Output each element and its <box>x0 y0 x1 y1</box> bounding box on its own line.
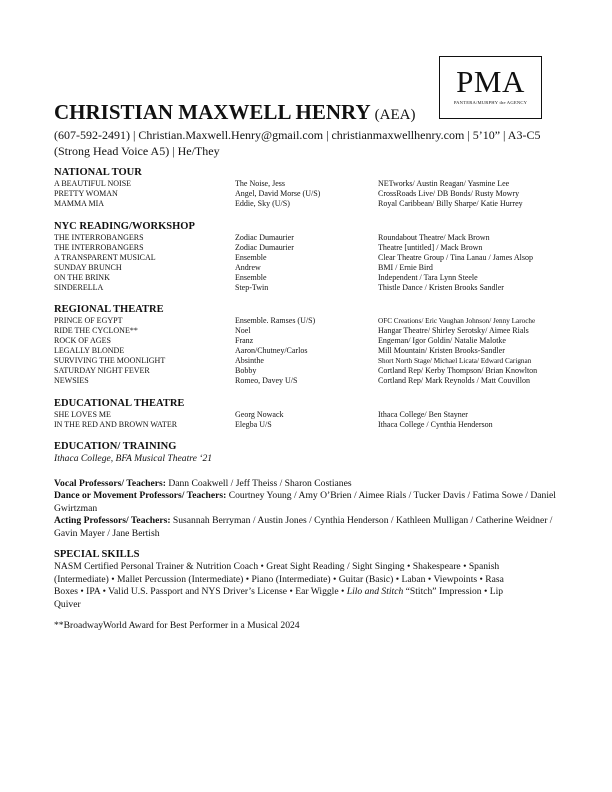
union-affiliation: (AEA) <box>374 107 416 123</box>
credit-role: Step-Twin <box>235 283 269 292</box>
credit-show: SATURDAY NIGHT FEVER <box>54 366 150 375</box>
logo-subtext: PANTERA/MURPHY the AGENCY <box>453 100 528 105</box>
vocal-label: Vocal Professors/ Teachers: <box>54 477 166 489</box>
credit-role: Angel, David Morse (U/S) <box>235 189 321 198</box>
credit-role: Romeo, Davey U/S <box>235 376 298 385</box>
credit-role: Eddie, Sky (U/S) <box>235 199 290 208</box>
credit-show: NEWSIES <box>54 376 89 385</box>
credit-role: Ensemble <box>235 253 267 262</box>
section-educational-theatre <box>54 397 574 430</box>
section-heading: EDUCATION/ TRAINING <box>54 441 177 452</box>
section-heading: NATIONAL TOUR <box>54 167 142 178</box>
credit-row <box>54 366 574 376</box>
skills-text: NASM Certified Personal Trainer & Nutrition Coach • Great Sight Reading / Sight Singing • Shakespeare • Spanish (Intermediate) • Mallet Percussion (Intermediate) • Piano (Intermediate) • Guitar (Basic) • Laban • Viewpoints • Rasa Boxes • IPA • Valid U.S. Passport and NYS Driver’s License • Ear Wiggle • <box>54 561 504 597</box>
credit-role: Ensemble. Ramses (U/S) <box>235 316 316 325</box>
credit-show: MAMMA MIA <box>54 199 105 208</box>
section-education <box>54 440 574 540</box>
acting-label: Acting Professors/ Teachers: <box>54 515 171 526</box>
credit-row <box>54 179 574 189</box>
skills-list <box>54 561 524 611</box>
credit-row <box>54 420 574 430</box>
dance-label: Dance or Movement Professors/ Teachers: <box>54 490 227 501</box>
credit-row <box>54 316 574 326</box>
credit-role: Aaron/Chutney/Carlos <box>235 346 308 355</box>
credit-show: ROCK OF AGES <box>54 336 111 345</box>
section-heading: NYC READING/WORKSHOP <box>54 221 195 232</box>
credit-role: Andrew <box>235 263 261 272</box>
credit-venue: NETworks/ Austin Reagan/ Yasmine Lee <box>378 179 510 188</box>
skills-italic: Lilo and Stitch <box>346 586 404 597</box>
acting-list: Susannah Berryman / Austin Jones / Cynthia Henderson / Kathleen Mulligan / Catherine Weidner / Gavin Mayer / Jane Bertish <box>54 515 553 539</box>
credit-venue: Hangar Theatre/ Shirley Serotsky/ Aimee Rials <box>378 326 529 335</box>
credit-row <box>54 243 574 253</box>
credit-venue: Cortland Rep/ Mark Reynolds / Matt Couvillon <box>378 376 530 385</box>
credit-role: Ensemble <box>235 273 267 282</box>
credit-venue: Royal Caribbean/ Billy Sharpe/ Katie Hurrey <box>378 199 523 208</box>
credit-row <box>54 376 574 386</box>
dance-list: Courtney Young / Amy O’Brien / Aimee Rials / Tucker Davis / Fatima Sowe / Daniel Gwirtzman <box>54 490 556 514</box>
credit-role: Zodiac Dumaurier <box>235 243 294 252</box>
credit-venue: BMI / Ernie Bird <box>378 263 433 272</box>
credit-row <box>54 233 574 243</box>
credit-role: Georg Nowack <box>235 410 284 419</box>
credit-venue: Independent / Tara Lynn Steele <box>378 273 478 282</box>
section-special-skills <box>54 548 524 611</box>
credit-role: The Noise, Jess <box>235 179 285 188</box>
credit-row <box>54 273 574 283</box>
credit-venue: CrossRoads Live/ DB Bonds/ Rusty Mowry <box>378 189 520 198</box>
credit-show: THE INTERROBANGERS <box>54 243 144 252</box>
credit-row <box>54 346 574 356</box>
credit-role: Zodiac Dumaurier <box>235 233 294 242</box>
credit-venue: Mill Mountain/ Kristen Brooks-Sandler <box>378 346 505 355</box>
contact-line-2: (Strong Head Voice A5) | He/They <box>54 144 220 158</box>
credit-row <box>54 326 574 336</box>
credit-show: THE INTERROBANGERS <box>54 233 144 242</box>
credit-role: Elegba U/S <box>235 420 272 429</box>
credit-show: A TRANSPARENT MUSICAL <box>54 253 156 262</box>
credit-show: ON THE BRINK <box>54 273 110 282</box>
contact-line-1: (607-592-2491) | Christian.Maxwell.Henry@gmail.com | christianmaxwellhenry.com | 5’10” | A3-C5 <box>54 128 541 142</box>
section-regional-theatre <box>54 303 574 386</box>
actor-name-line <box>54 100 554 127</box>
credit-row <box>54 189 574 199</box>
credit-row <box>54 283 574 293</box>
award-footnote: **BroadwayWorld Award for Best Performer in a Musical 2024 <box>54 620 300 631</box>
credit-show: PRETTY WOMAN <box>54 189 118 198</box>
credit-row <box>54 253 574 263</box>
credit-row <box>54 410 574 420</box>
actor-name: CHRISTIAN MAXWELL HENRY <box>54 100 371 124</box>
section-national-tour <box>54 166 574 209</box>
logo-text: PMA <box>456 64 525 99</box>
credit-role: Franz <box>235 336 254 345</box>
credit-venue: Clear Theatre Group / Tina Lanau / James Alsop <box>378 253 533 262</box>
credit-show: SURVIVING THE MOONLIGHT <box>54 356 166 365</box>
credit-role: Absinthe <box>235 356 264 365</box>
credit-venue: Theatre [untitled] / Mack Brown <box>378 243 483 252</box>
credit-show: LEGALLY BLONDE <box>54 346 125 355</box>
credit-venue: Engeman/ Igor Goldin/ Natalie Malotke <box>378 336 506 345</box>
footnote <box>54 620 574 633</box>
credit-role: Noel <box>235 326 251 335</box>
skills-text-end: “Stitch” Impression • Lip Quiver <box>54 586 504 610</box>
credit-show: RIDE THE CYCLONE** <box>54 326 138 335</box>
section-heading: REGIONAL THEATRE <box>54 304 164 315</box>
section-nyc-reading <box>54 220 574 293</box>
credit-show: SHE LOVES ME <box>54 410 111 419</box>
credit-show: A BEAUTIFUL NOISE <box>54 179 132 188</box>
credit-show: SINDERELLA <box>54 283 104 292</box>
credit-row <box>54 336 574 346</box>
credit-row <box>54 263 574 273</box>
credit-venue: OFC Creations/ Eric Vaughan Johnson/ Jenny Laroche <box>378 317 536 325</box>
vocal-teachers <box>54 478 574 491</box>
credit-venue: Thistle Dance / Kristen Brooks Sandler <box>378 283 504 292</box>
acting-teachers <box>54 515 574 540</box>
resume-header <box>54 100 554 159</box>
credit-venue: Cortland Rep/ Kerby Thompson/ Brian Knowlton <box>378 366 538 375</box>
section-heading: EDUCATIONAL THEATRE <box>54 398 185 409</box>
credit-venue: Ithaca College / Cynthia Henderson <box>378 420 493 429</box>
vocal-list: Dann Coakwell / Jeff Theiss / Sharon Costianes <box>165 477 352 489</box>
credit-venue: Roundabout Theatre/ Mack Brown <box>378 233 490 242</box>
credit-show: SUNDAY BRUNCH <box>54 263 122 272</box>
credit-venue: Ithaca College/ Ben Stayner <box>378 410 468 419</box>
credit-row <box>54 199 574 209</box>
school-degree: Ithaca College, BFA Musical Theatre ‘21 <box>54 453 213 464</box>
credit-row <box>54 356 574 366</box>
credit-show: IN THE RED AND BROWN WATER <box>54 420 178 429</box>
section-heading: SPECIAL SKILLS <box>54 549 140 560</box>
credit-show: PRINCE OF EGYPT <box>54 316 123 325</box>
dance-teachers <box>54 490 574 515</box>
credit-venue: Short North Stage/ Michael Licata/ Edward Carignan <box>378 357 532 365</box>
credit-role: Bobby <box>235 366 257 375</box>
